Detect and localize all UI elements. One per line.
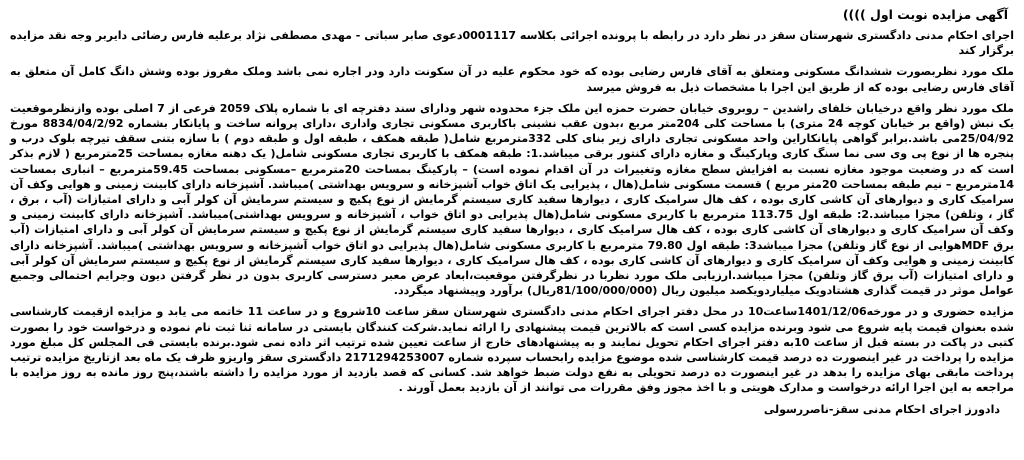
property-ownership-paragraph: ملک مورد نظربصورت ششدانگ مسکونی ومتعلق به آقای فارس رضایی بوده که خود محکوم علیه در آن سکونت دارد ودر اجاره نمی باشد وملک مفروز بوده وشش دانگ کامل آن متعلق به آقای فارس رضایی بوده که از طریق این اجرا با مشخصات ذیل به فروش میرسد <box>10 65 1014 94</box>
auction-terms-paragraph: مزایده حضوری و در مورخه1401/12/06ساعت10 در محل دفتر اجرای احکام مدنی دادگستری شهرستان سقز ساعت 10شروع و در ساعت 11 خاتمه می یابد و مزایده ازقیمت کارشناسی شده بعنوان قیمت پایه شروع می شود وبرنده مزایده کسی است که بالاترین قیمت پیشنهادی را ارائه نماید.شرکت کنندگان بایستی در سامانه ثنا ثبت نام نموده و درخواست خود را بصورت کتبی در پاکت در بسته قبل از ساعت 10به دفتر اجرای احکام تحویل نمایند و به پیشنهادهای خارج از ساعت تعیین شده ترتیب اثر داده نمی شود.برنده بایستی فی المجلس کل مبلغ مورد مزایده را پرداخت در غیر اینصورت ده درصد قیمت کارشناسی شده موضوع مزایده رابحساب سپرده شماره 2171294253007 دادگستری سقز واریزو ظرف یک ماه بعد ازتاریخ مزایده ترتیب پرداخت مابقی بهای مزایده را بدهد در غیر اینصورت ده درصد تحویلی به نفع دولت ضبط خواهد شد. کسانی که قصد بازدید از مورد مزایده را داشته باشند،پنج روز مانده به روز مزایده با مراجعه به این اجرا ارائه درخواست و مدارک هویتی و با اخذ مجوز وفق مقررات می توانند از آن بازدید بعمل آورند . <box>10 305 1014 395</box>
notice-intro-paragraph: اجرای احکام مدنی دادگستری شهرستان سقز در نظر دارد در رابطه با پرونده اجرائی بکلاسه 0001117دعوی صابر سباتی - مهدی مصطفی نژاد برعلیه فارس رضائی دایربر وجه نقد مزایده برگزار کند <box>10 29 1014 58</box>
property-description-paragraph: ملک مورد نظر واقع درخیابان خلفای راشدین – روبروی خیابان حضرت حمزه این ملک جزء محدوده شهر ودارای سند دفترچه ای با شماره پلاک 2059 فرعی از 7 اصلی بوده وازنظرموقعیت یک نبش (واقع بر خیابان کوچه 24 متری) با مساحت کلی 204متر مربع ،بدون عقب نشینی باکاربری مسکونی تجاری واداری ،دارای پروانه ساخت و پایانکار بشماره 8834/04/2/92 مورخ 25/04/92می باشد.برابر گواهی پایانکاراین واحد مسکونی تجاری دارای زیر بنای کلی 332مترمربع شامل( طبقه همکف ، طبقه اول و طبقه دوم ) با سازه بتنی سقف تیرچه بلوک درب و پنجره ها از نوع پی وی سی نما سنگ کاری وپارکینگ و مغازه دارای کنتور برقی میباشد.1: طبقه همکف با کاربری تجاری مسکونی شامل( یک دهنه مغازه بمساحت 25مترمربع ( لازم بذکر است که در وضعیت موجود مغازه نسبت به افزایش سطح مغازه وتغییرات در آن اقدام نموده است) – پارکینگ بمساحت 20مترمربع –مسکونی بمساحت 59.45مترمربع – انباری بمساحت 14مترمربع – نیم طبقه بمساحت 20متر مربع ) قسمت مسکونی شامل(هال ، پذیرایی یک اتاق خواب آشپزخانه و سرویس بهداشتی )میباشد. آشپزخانه دارای کابینت زمینی و هوایی وکف آن سرامیک کاری و دیوارهای آن کاشی کاری بوده ، کف هال سرامیک کاری ، دیوارها سفید کاری سیستم گرمایش از نوع پکیچ و سیستم سرمایش آن کولر آبی و دارای امتیازات (آب ، برق ، گاز ، وتلفن) مجزا میباشد.2: طبقه اول 113.75 مترمربع با کاربری مسکونی شامل(هال پذیرایی دو اتاق خواب ، آشپزخانه و سرویس بهداشتی)میباشد. آشپزخانه دارای کابینت زمینی و وکف آن سرامیک کاری و دیوارهای آن کاشی کاری بوده ، کف هال سرامیک کاری ، دیوارها سفید کاری سیستم گرمایش از نوع پکیچ و سیستم سرمایش آن کولر آبی و دارای امتیازات (آب برق MDFهوایی از نوع گاز وتلفن) مجزا میباشد3: طبقه اول 79.80 مترمربع با کاربری مسکونی شامل(هال پذیرایی دو اتاق خواب آشپزخانه و سرویس بهداشتی )میباشد. آشپزخانه دارای کابینت زمینی و هوایی وکف آن سرامیک کاری و دیوارهای آن کاشی کاری بوده ، کف هال سرامیک کاری ، دیوارها سفید کاری سیستم گرمایش از نوع پکیچ و سیستم سرمایش آن کولر آبی و دارای امتیازات (آب برق گاز وتلفن) مجزا میباشد.ارزیابی ملک مورد نظربا در نظرگرفتن موقعیت،ابعاد عرض معبر دسترسی کاربری بدون در نظر گرفتن دیون وجرایم احتمالی وجمیع عوامل موثر در قیمت گذاری هشتادویک میلیاردویکصد میلیون ریال (81/100/000/000ریال) برآورد وپیشنهاد میگردد. <box>10 101 1015 298</box>
notice-signature: دادورز اجرای احکام مدنی سقز-ناصررسولی <box>763 402 1000 416</box>
notice-heading: آگهی مزایده نوبت اول )))) <box>842 7 1008 22</box>
